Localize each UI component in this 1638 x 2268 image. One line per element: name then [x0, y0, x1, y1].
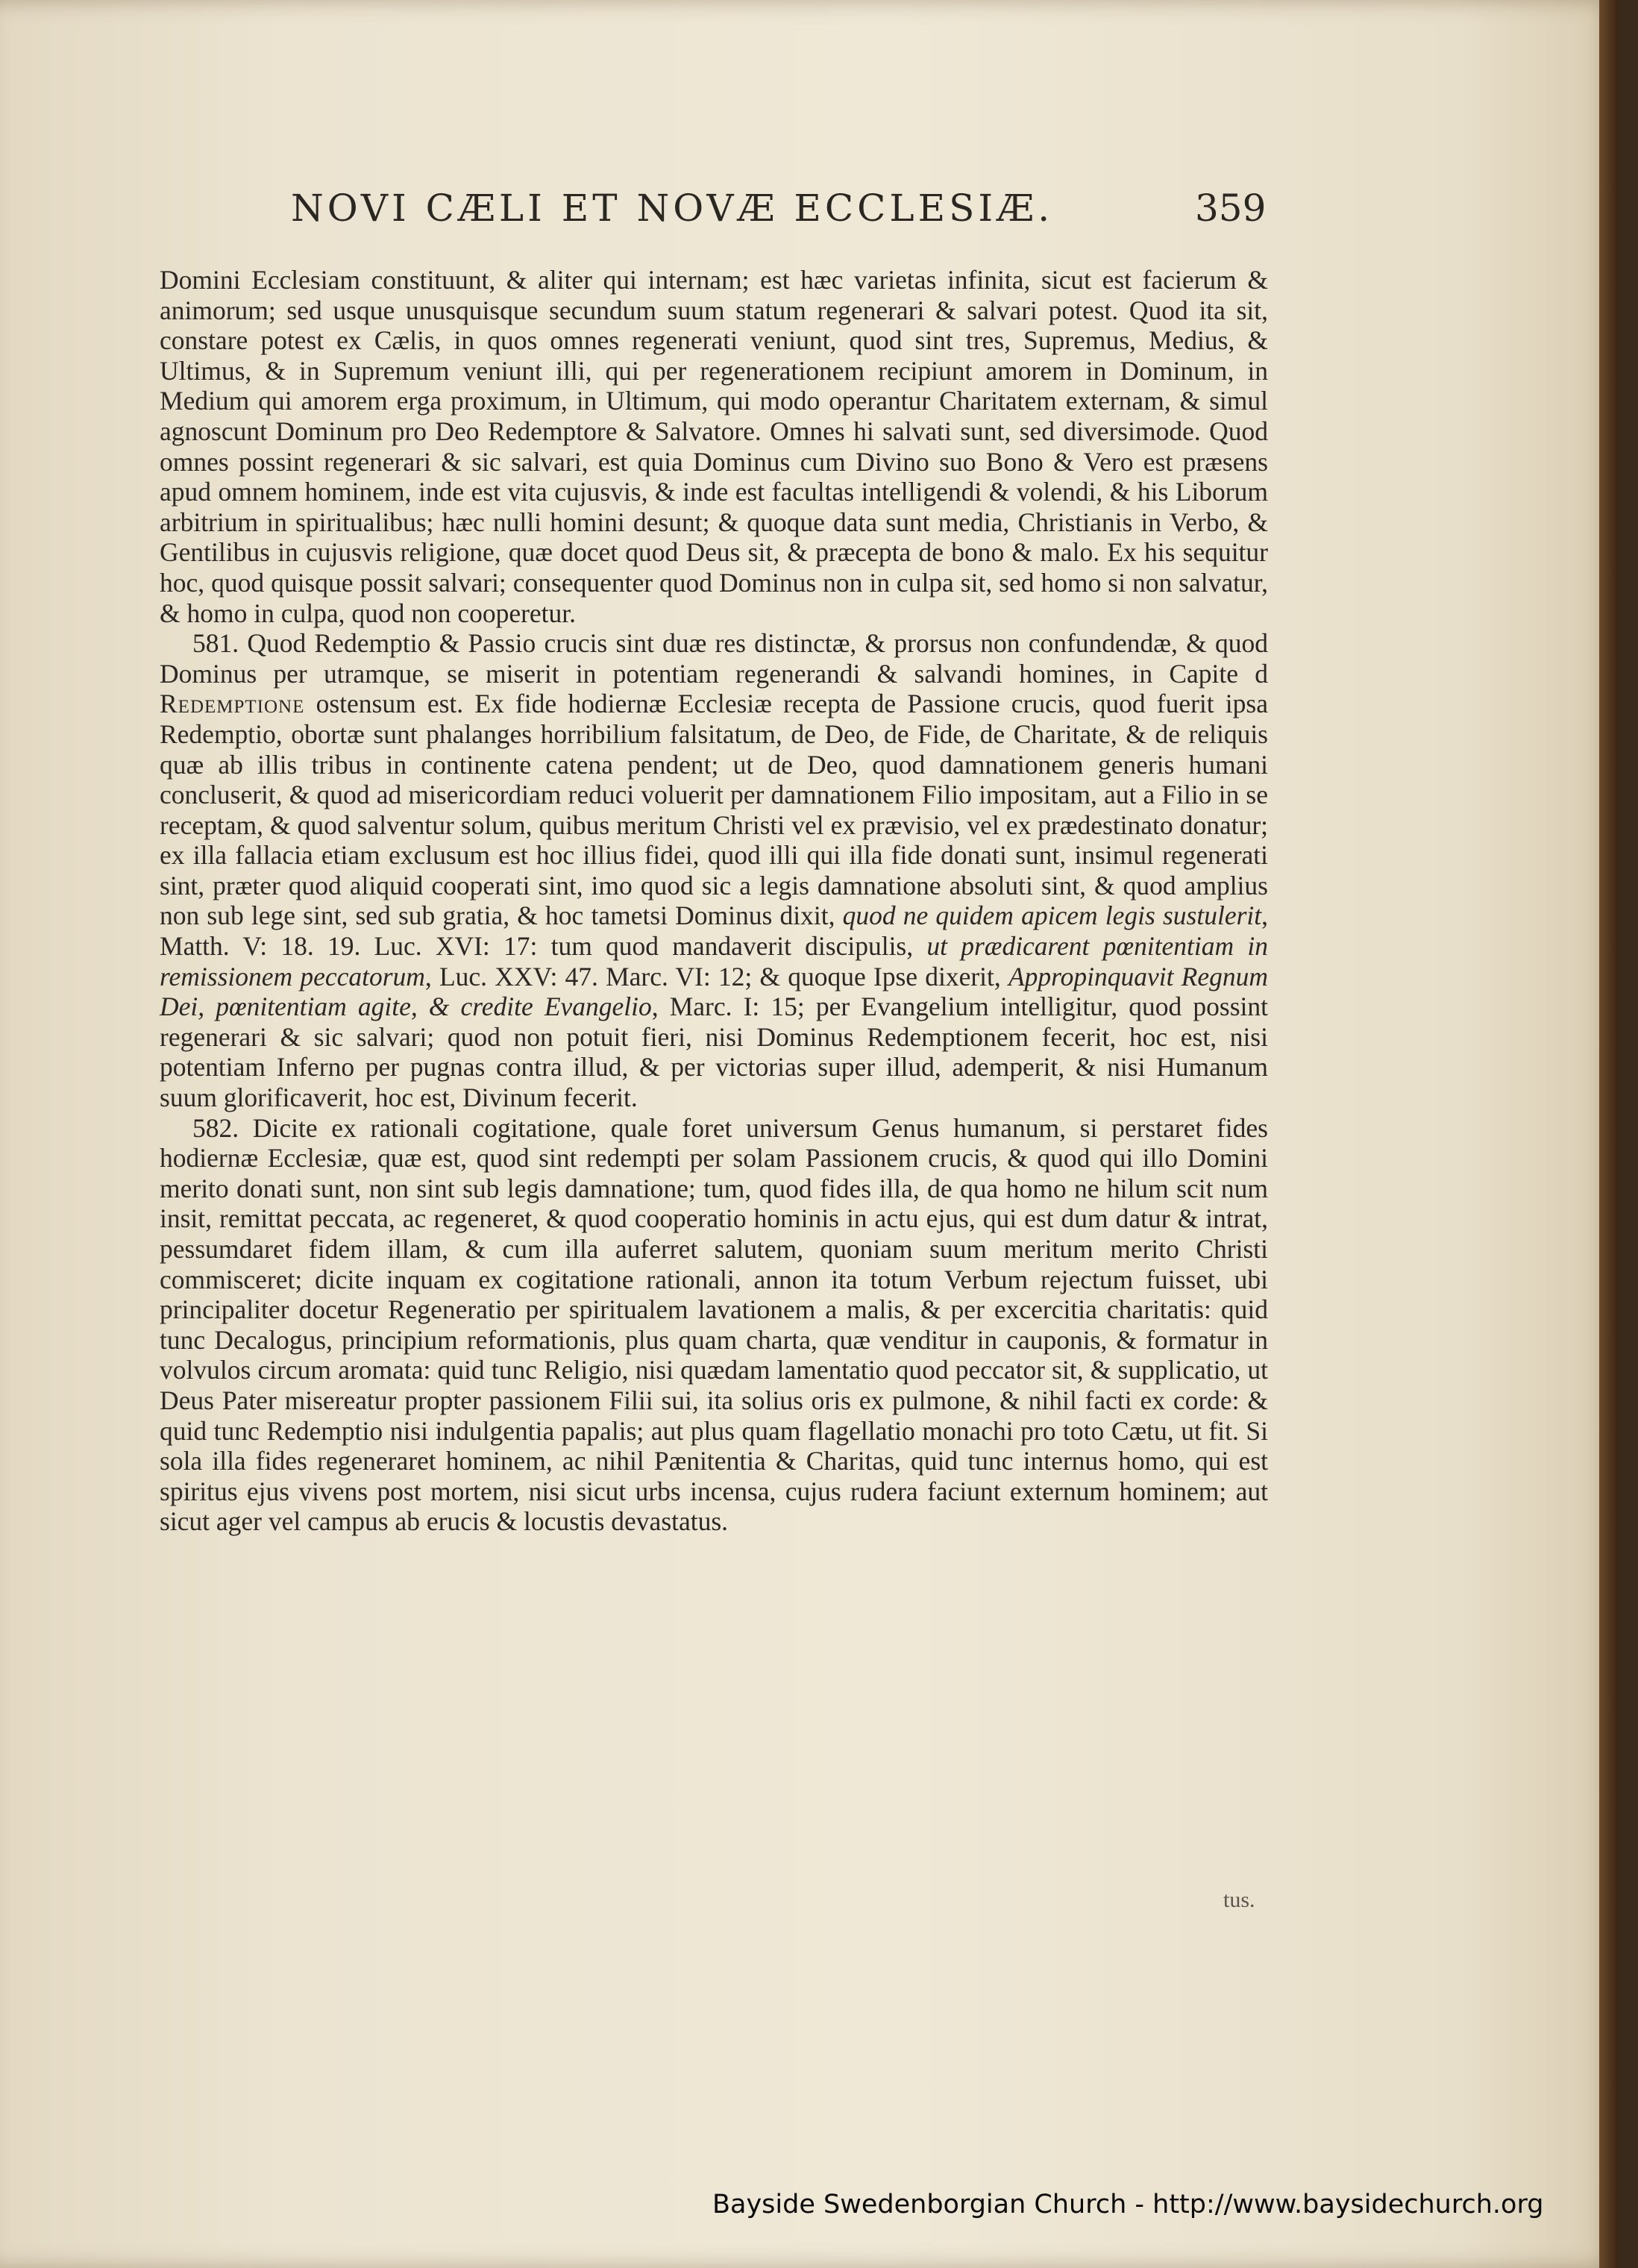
p581-text-a: 581. Quod Redemptio & Passio crucis sint duæ res distinctæ, & prorsus non confundendæ, & quod Dominus per utramque, se miserit in potentiam regenerandi & salvandi homines, in Capite d: [160, 628, 1268, 689]
running-title: NOVI CÆLI ET NOVÆ ECCLESIÆ.: [291, 187, 1054, 230]
p581-italic-3: Appropinquavit Regnum Dei, pœnitentiam agite, & credite Evangelio: [160, 961, 1268, 1022]
p581-text-e: , Marc. I: 15; per Evangelium intelligitur, quod possint regenerari & sic salvari; quod non potuit fieri, nisi Dominus Redemptionem fecerit, hoc est, nisi potentiam Inferno per pugnas contra illud, & per victorias super illud, ademperit, & nisi Humanum suum glorificaverit, hoc est, Divinum fecerit.: [160, 992, 1268, 1113]
p581-text-b: ostensum est. Ex fide hodiernæ Ecclesiæ recepta de Passione crucis, quod fuerit ipsa Redemptio, obortæ sunt phalanges horribilium falsitatum, de Deo, de Fide, de Charitate, & de reliquis quæ ab illis tribus in continente catena pendent; ut de Deo, quod damnationem generis humani concluserit, & quod ad misericordiam reduci voluerit per damnationem Filio impositam, aut a Filio in se receptam, & quod salventur solum, quibus meritum Christi vel ex prævisio, vel ex prædestinato donatur; ex illa fallacia etiam exclusum est hoc illius fidei, quod illi qui illa fide donati sunt, insimul regenerati sint, præter quod aliquid cooperati sint, imo quod sic a legis damnatione absoluti sint, & quod amplius non sub lege sint, sed sub gratia, & hoc tametsi Dominus dixit,: [160, 689, 1268, 931]
paragraph-581: [160, 628, 1268, 1113]
paragraph-continued: Domini Ecclesiam constituunt, & aliter qui internam; est hæc varietas infinita, sicut est facierum & animorum; sed usque unusquisque secundum suum statum regenerari & salvari potest. Quod ita sit, constare potest ex Cælis, in quos omnes regenerati veniunt, quod sint tres, Supremus, Medius, & Ultimus, & in Supremum veniunt illi, qui per regenerationem recipiunt amorem in Dominum, in Medium qui amorem erga proximum, in Ultimum, qui modo operantur Charitatem externam, & simul agnoscunt Dominum pro Deo Redemptore & Salvatore. Omnes hi salvati sunt, sed diversimode. Quod omnes possint regenerari & sic salvari, est quia Dominus cum Divino suo Bono & Vero est præsens apud omnem hominem, inde est vita cujusvis, & inde est facultas intelligendi & volendi, & his Liborum arbitrium in spiritualibus; hæc nulli homini desunt; & quoque data sunt media, Christianis in Verbo, & Gentilibus in cujusvis religione, quæ docet quod Deus sit, & præcepta de bono & malo. Ex his sequitur hoc, quod quisque possit salvari; consequenter quod Dominus non in culpa sit, sed homo si non salvatur, & homo in culpa, quod non cooperetur.: [160, 265, 1268, 628]
paragraph-582: 582. Dicite ex rationali cogitatione, quale foret universum Genus humanum, si perstaret fides hodiernæ Ecclesiæ, quæ est, quod sint redempti per solam Passionem crucis, & quod qui illo Domini merito donati sunt, non sint sub legis damnatione; tum, quod fides illa, de qua homo ne hilum scit num insit, remittat peccata, ac regeneret, & quod cooperatio hominis in actu ejus, qui est dum datur & intrat, pessumdaret fidem illam, & cum illa auferret salutem, quoniam suum meritum merito Christi commisceret; dicite inquam ex cogitatione rationali, annon ita totum Verbum rejectum fuisset, ubi principaliter docetur Regeneratio per spiritualem lavationem a malis, & per excercitia charitatis: quid tunc Decalogus, principium reformationis, plus quam charta, quæ venditur in cauponis, & formatur in volvulos circum aromata: quid tunc Religio, nisi quædam lamentatio quod peccator sit, & supplicatio, ut Deus Pater misereatur propter passionem Filii sui, ita solius oris ex pulmone, & nihil facti ex corde: & quid tunc Redemptio nisi indulgentia papalis; aut plus quam flagellatio monachi pro toto Cætu, ut fit. Si sola illa fides regeneraret hominem, ac nihil Pænitentia & Charitas, quid tunc internus homo, qui est spiritus ejus vivens post mortem, nisi sicut urbs incensa, cujus rudera faciunt externum hominem; aut sicut ager vel campus ab erucis & locustis devastatus.: [160, 1112, 1268, 1537]
p581-italic-1: quod ne quidem apicem legis sustulerit: [842, 900, 1262, 931]
p581-text-d: , Luc. XXV: 47. Marc. VI: 12; & quoque Ipse dixerit,: [424, 961, 1008, 992]
footer-credit: Bayside Swedenborgian Church - http://www.baysidechurch.org: [712, 2190, 1544, 2220]
p581-italic-2: ut prædicarent pœnitentiam in remissionem peccatorum: [160, 931, 1269, 992]
p581-text-c: , Matth. V: 18. 19. Luc. XVI: 17: tum quod mandaverit discipulis,: [160, 900, 1268, 962]
body-text: [160, 265, 1268, 1537]
page-number: 359: [1195, 187, 1267, 230]
p581-small-caps: Redemptione: [160, 689, 305, 719]
catchword: tus.: [1223, 1888, 1255, 1912]
page-edge: [1599, 0, 1619, 2268]
